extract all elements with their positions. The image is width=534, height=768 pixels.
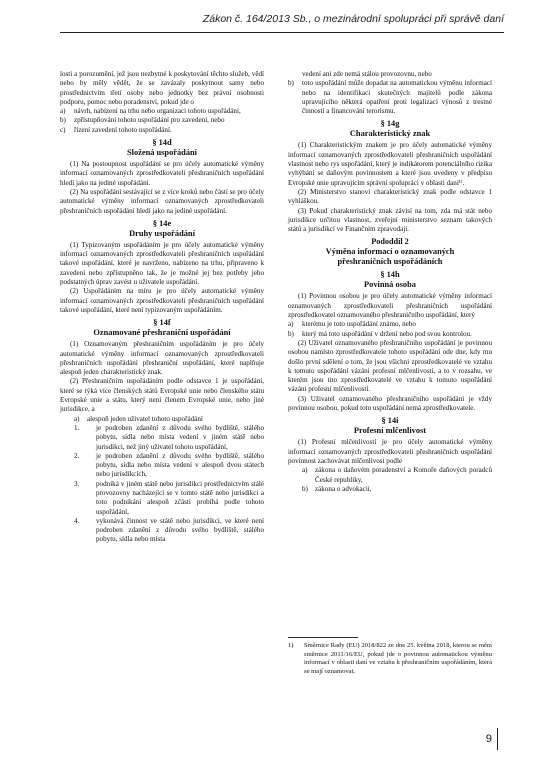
list-marker: a) xyxy=(302,466,308,475)
list-marker: b) xyxy=(288,79,294,88)
paragraph: (1) Povinnou osobou je pro účely automatické výměny informací oznamovaných zprostředkovateli přeshraničních uspořádání zprostředkovatel oznamovaného přeshraničního uspořádání, který xyxy=(288,292,492,320)
paragraph: (2) Uspořádáním na míru je pro účely automatické výměny informací oznamovaných zprostředkovateli přeshraničních uspořádání takové uspořádání, které není typizovaným uspořádáním. xyxy=(60,287,264,314)
list-marker: 2. xyxy=(74,451,80,460)
section-title-14d: Složená uspořádání xyxy=(126,148,198,158)
list-item xyxy=(288,485,492,494)
list-item xyxy=(60,126,264,135)
subdivision-title-line-1: Výměna informací o oznamovaných xyxy=(325,247,455,257)
list-marker: 1. xyxy=(74,423,80,432)
page-number: 9 xyxy=(485,733,492,745)
section-title-14i: Profesní mlčenlivost xyxy=(353,426,427,436)
list-text: zpřístupňování tohoto uspořádání pro zavedení, nebo xyxy=(74,116,225,125)
section-heading-14d: § 14d xyxy=(152,138,172,148)
list-marker: 4. xyxy=(74,516,80,525)
list-text: je podroben zdanění z důvodu svého bydliště, stálého pobytu, sídla nebo místa vedení v jiném státě nebo jurisdikci, než jiný uživatel tohoto uspořádání, xyxy=(96,423,264,451)
list-item xyxy=(60,116,264,125)
list-marker: a) xyxy=(60,107,66,116)
list-item xyxy=(288,79,492,116)
list-item xyxy=(60,415,264,424)
subdivision-heading: Pododdíl 2 xyxy=(371,237,409,247)
numbered-item xyxy=(60,424,264,452)
list-text: je podroben zdanění z důvodu svého bydliště, stálého pobytu, sídla nebo místa vedení v alespoň dvou státech nebo jurisdikcích, xyxy=(96,451,264,479)
list-text: který má toto uspořádání v držení nebo pod svou kontrolou. xyxy=(302,329,472,338)
footnote-marker: 1) xyxy=(288,642,294,649)
list-text: podniká v jiném státě nebo jurisdikci prostřednictvím stálé provozovny nacházející se v tomto státě nebo jurisdikci a toto podnikání alespoň zčásti probíhá podle tohoto uspořádání, xyxy=(96,479,264,516)
footnote-text: Směrnice Rady (EU) 2018/822 ze dne 25. května 2018, kterou se mění směrnice 2011/16/EU, pokud jde o povinnou automatickou výměnu informací v oblasti daní ve vztahu k přeshraničním uspořádáním, která se mají oznamovat. xyxy=(304,642,492,676)
list-marker: 3. xyxy=(74,479,80,488)
list-marker: b) xyxy=(302,484,308,493)
section-title-14e: Druhy uspořádání xyxy=(129,228,195,238)
list-text: alespoň jeden uživatel tohoto uspořádání xyxy=(87,414,203,423)
paragraph: (1) Profesní mlčenlivostí je pro účely automatické výměny informací oznamovaných zprostředkovateli přeshraničních uspořádání povinnost zachovávat mlčenlivost podle xyxy=(288,438,492,465)
paragraph: (2) Přeshraničním uspořádáním podle odstavce 1 je uspořádání, které se týká více členských států Evropské unie nebo členského státu Evropské unie a státu, který není členem Evropské unie, nebo jiné jurisdikce, a xyxy=(60,377,264,414)
paragraph: (2) Na uspořádání sestávající se z více kroků nebo částí se pro účely automatické výměny informací oznamovaných zprostředkovateli přeshraničních uspořádání hledí jako na jediné uspořádání. xyxy=(60,187,264,215)
list-text: kterému je toto uspořádání známo, nebo xyxy=(302,320,416,329)
paragraph: (2) Ministerstvo stanoví charakteristický znak podle odstavce 1 vyhláškou. xyxy=(288,187,492,206)
section-heading-14f: § 14f xyxy=(153,318,171,328)
list-text: návrh, nabízení na trhu nebo organizaci tohoto uspořádání, xyxy=(74,107,241,116)
page-number-rule xyxy=(497,728,498,750)
section-heading-14h: § 14h xyxy=(380,270,400,280)
subdivision-title-line-2: přeshraničních uspořádáních xyxy=(337,257,443,267)
list-item xyxy=(288,466,492,485)
section-heading-14e: § 14e xyxy=(152,218,172,228)
paragraph: (1) Oznamovaným přeshraničním uspořádáním je pro účely automatické výměny informací oznamovaných zprostředkovateli přeshraničních uspořádání přeshraniční uspořádání, které naplňuje alespoň jeden charakteristický znak. xyxy=(60,340,264,377)
list-marker: b) xyxy=(60,116,66,125)
numbered-item xyxy=(60,452,264,480)
list-text: toto uspořádání může dopadat na automatickou výměnu informací nebo na identifikaci skutečných majitelů podle zákona upravujícího některá opatření proti legalizaci výnosů z trestné činnosti a financování terorismu. xyxy=(302,79,492,116)
list-text: vykonává činnost ve státě nebo jurisdikci, ve které není podroben zdanění z důvodu svého bydliště, stálého pobytu, sídla nebo místa xyxy=(96,516,264,544)
section-title-14h: Povinná osoba xyxy=(364,280,416,290)
section-title-14g: Charakteristický znak xyxy=(349,129,431,139)
paragraph: (3) Pokud charakteristický znak závisí na tom, zda má stát nebo jurisdikce určitou vlastnost, zveřejní ministerstvo seznam takových států a jurisdikcí ve Finančním zpravodaji. xyxy=(288,206,492,234)
left-column xyxy=(60,70,264,545)
intro-paragraph: losti a porozumění, jež jsou nezbytné k poskytování těchto služeb, vědí nebo by měly vědět, že se zavázaly poskytnout samy nebo prostřednictvím třetí osoby nebo jednotky bez právní osobnosti podporu, pomoc nebo poradenství, pokud jde o xyxy=(60,70,264,106)
list-text: řízení zavedení tohoto uspořádání. xyxy=(74,125,172,134)
footnote-rule xyxy=(288,637,358,638)
continuation-text: vedení ani zde nemá stálou provozovnu, nebo xyxy=(302,70,432,78)
numbered-item xyxy=(60,517,264,545)
list-text: zákona o advokacii, xyxy=(315,484,372,493)
section-heading-14i: § 14i xyxy=(381,416,399,426)
numbered-item xyxy=(60,480,264,517)
paragraph: (1) Na postoupnost uspořádání se pro účely automatické výměny informací oznamovaných zprostředkovateli přeshraničních uspořádání hledí jako na jediné uspořádání. xyxy=(60,160,264,187)
list-item xyxy=(288,330,492,339)
section-heading-14g: § 14g xyxy=(380,119,400,129)
running-header: Zákon č. 164/2013 Sb., o mezinárodní spolupráci při správě daní xyxy=(202,13,504,25)
right-column xyxy=(288,70,492,494)
list-marker: a) xyxy=(288,320,294,329)
list-marker: c) xyxy=(60,125,66,134)
footnote xyxy=(288,642,492,677)
list-text: zákona o daňovém poradenství a Komoře daňových poradců České republiky, xyxy=(315,466,492,484)
list-item xyxy=(60,107,264,116)
list-marker: b) xyxy=(288,329,294,338)
list-item xyxy=(288,320,492,329)
paragraph: (1) Typizovaným uspořádáním je pro účely automatické výměny informací oznamovaných zprostředkovateli přeshraničních uspořádání takové uspořádání, které je navrženo, nabízeno na trhu, připraveno k zavedení nebo zpřístupněno tak, že je možné jej bez potřeby jeho podstatných úprav zavést u uživatele uspořádání. xyxy=(60,240,264,287)
section-title-14f: Oznamované přeshraniční uspořádání xyxy=(93,328,231,338)
paragraph: (1) Charakteristickým znakem je pro účely automatické výměny informací oznamovaných zprostředkovateli přeshraničních uspořádání vlastnost nebo rys uspořádání, který je indikátorem potenciálního rizika vyhýbání se daňovým povinnostem a které jsou uvedeny v předpisu Evropské unie upravujícím správní spolupráci v oblasti daní¹⁾. xyxy=(288,141,492,187)
paragraph: (2) Uživatel oznamovaného přeshraničního uspořádání je povinnou osobou namísto zprostředkovatele tohoto uspořádání ode dne, kdy mu došlo první sdělení o tom, že jsou všichni zprostředkovatelé ve vztahu k tomuto uspořádání vázáni profesní mlčenlivostí, a to v rozsahu, ve kterém jsou tito zprostředkovatelé ve vztahu k tomuto uspořádání vázáni profesní mlčenlivostí. xyxy=(288,338,492,394)
header-rule xyxy=(60,32,504,33)
paragraph: (3) Uživatel oznamovaného přeshraničního uspořádání je vždy povinnou osobou, pokud toto uspořádání nemá zprostředkovatele. xyxy=(288,394,492,413)
list-marker: a) xyxy=(74,414,80,423)
